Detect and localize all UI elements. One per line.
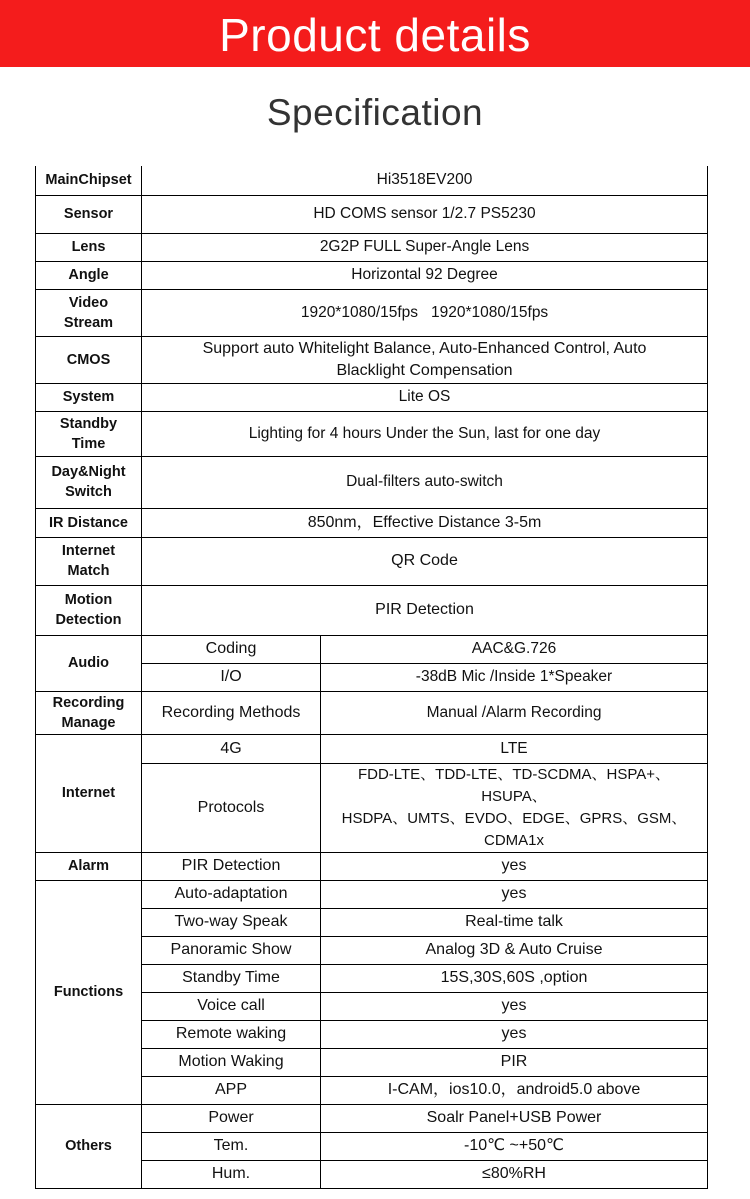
spec-label: System (36, 383, 142, 411)
spec-row-internet-match (36, 537, 708, 585)
spec-value: 15S,30S,60S ,option (321, 964, 708, 992)
spec-subname: Two-way Speak (142, 908, 321, 936)
spec-label: Alarm (36, 852, 142, 880)
page-header-banner (0, 0, 750, 67)
spec-label-line: Day&Night (51, 464, 126, 480)
spec-label (36, 691, 142, 734)
spec-value: PIR Detection (142, 585, 708, 635)
spec-value: LTE (321, 734, 708, 763)
spec-row-sensor (36, 195, 708, 233)
spec-value (142, 289, 708, 336)
spec-label: Lens (36, 233, 142, 261)
spec-value: Real-time talk (321, 908, 708, 936)
spec-label (36, 456, 142, 508)
spec-value: ≤80%RH (321, 1160, 708, 1188)
spec-row-functions (36, 880, 708, 908)
spec-row-lens (36, 233, 708, 261)
spec-row-recording (36, 691, 708, 734)
spec-label-line: Standby (59, 415, 118, 432)
spec-value: I-CAM，ios10.0，android5.0 above (321, 1076, 708, 1104)
spec-value: Dual-filters auto-switch (142, 456, 708, 508)
spec-label (36, 289, 142, 336)
spec-row-others (36, 1104, 708, 1132)
spec-subname: 4G (142, 734, 321, 763)
spec-label (36, 585, 142, 635)
spec-label-line: Time (71, 435, 106, 452)
spec-label-line: Switch (65, 484, 112, 500)
spec-subname: Standby Time (142, 964, 321, 992)
spec-row-cmos (36, 336, 708, 383)
spec-subname: I/O (142, 663, 321, 691)
spec-row-audio-coding (36, 635, 708, 663)
spec-row-standby-time (36, 411, 708, 456)
spec-value: yes (321, 880, 708, 908)
spec-label-line: Manage (61, 714, 116, 731)
spec-label: Audio (36, 635, 142, 691)
specification-table (35, 166, 708, 1189)
spec-label-line: Video (68, 294, 109, 311)
spec-value: -10℃ ~+50℃ (321, 1132, 708, 1160)
spec-value-line: FDD-LTE、TDD-LTE、TD-SCDMA、HSPA+、 (357, 765, 671, 783)
spec-subname: Panoramic Show (142, 936, 321, 964)
spec-value: HD COMS sensor 1/2.7 PS5230 (142, 195, 708, 233)
spec-value-line: HSDPA、UMTS、EVDO、EDGE、GPRS、GSM、 (341, 809, 687, 827)
spec-value-line: HSUPA、 (481, 787, 547, 805)
spec-value: yes (321, 852, 708, 880)
spec-label: MainChipset (36, 166, 142, 195)
spec-value: yes (321, 992, 708, 1020)
spec-row-ir-distance (36, 508, 708, 537)
spec-value (321, 763, 708, 852)
spec-subname: Coding (142, 635, 321, 663)
spec-row-main-chipset (36, 166, 708, 195)
spec-row-video-stream (36, 289, 708, 336)
spec-label-line: Recording (52, 694, 125, 711)
spec-subname: Tem. (142, 1132, 321, 1160)
spec-subname: Hum. (142, 1160, 321, 1188)
spec-subname: Voice call (142, 992, 321, 1020)
spec-row-system (36, 383, 708, 411)
spec-value: Manual /Alarm Recording (321, 691, 708, 734)
spec-value: Lite OS (142, 383, 708, 411)
spec-value: AAC&G.726 (321, 635, 708, 663)
spec-subname: PIR Detection (142, 852, 321, 880)
spec-label (36, 411, 142, 456)
spec-value: 2G2P FULL Super-Angle Lens (142, 233, 708, 261)
spec-label: Functions (36, 880, 142, 1104)
spec-subname: Recording Methods (142, 691, 321, 734)
spec-label: Sensor (36, 195, 142, 233)
spec-value: 850nm，Effective Distance 3-5m (142, 508, 708, 537)
section-title: Specification (266, 92, 484, 133)
spec-value: Hi3518EV200 (142, 166, 708, 195)
spec-subname: Auto-adaptation (142, 880, 321, 908)
spec-value: PIR (321, 1048, 708, 1076)
spec-value: Horizontal 92 Degree (142, 261, 708, 289)
spec-value-line: Support auto Whitelight Balance, Auto-Enhanced Control, Auto (202, 339, 647, 357)
spec-label-line: Motion (64, 592, 113, 608)
spec-value: Soalr Panel+USB Power (321, 1104, 708, 1132)
spec-label-line: Detection (55, 612, 122, 628)
spec-value: Analog 3D & Auto Cruise (321, 936, 708, 964)
page-title: Product details (219, 9, 531, 61)
spec-label-line: Match (67, 563, 110, 579)
spec-label: Others (36, 1104, 142, 1188)
spec-label-line: Internet (61, 543, 116, 559)
spec-label: CMOS (36, 336, 142, 383)
spec-subname: APP (142, 1076, 321, 1104)
spec-subname: Motion Waking (142, 1048, 321, 1076)
spec-subname: Remote waking (142, 1020, 321, 1048)
spec-row-internet-4g (36, 734, 708, 763)
spec-value (142, 336, 708, 383)
spec-row-day-night (36, 456, 708, 508)
spec-subname: Power (142, 1104, 321, 1132)
spec-label (36, 537, 142, 585)
spec-row-motion-detection (36, 585, 708, 635)
spec-value-line: Blacklight Compensation (336, 361, 513, 379)
spec-label: Angle (36, 261, 142, 289)
spec-row-alarm (36, 852, 708, 880)
spec-value-line: CDMA1x (484, 831, 545, 849)
spec-value: Lighting for 4 hours Under the Sun, last for one day (142, 411, 708, 456)
spec-value: QR Code (142, 537, 708, 585)
spec-label-line: Stream (63, 314, 114, 331)
spec-row-angle (36, 261, 708, 289)
spec-label: Internet (36, 734, 142, 852)
spec-value-text: 1920*1080/15fps 1920*1080/15fps (300, 303, 549, 321)
spec-label: IR Distance (36, 508, 142, 537)
spec-value: yes (321, 1020, 708, 1048)
spec-value: -38dB Mic /Inside 1*Speaker (321, 663, 708, 691)
spec-subname: Protocols (142, 763, 321, 852)
